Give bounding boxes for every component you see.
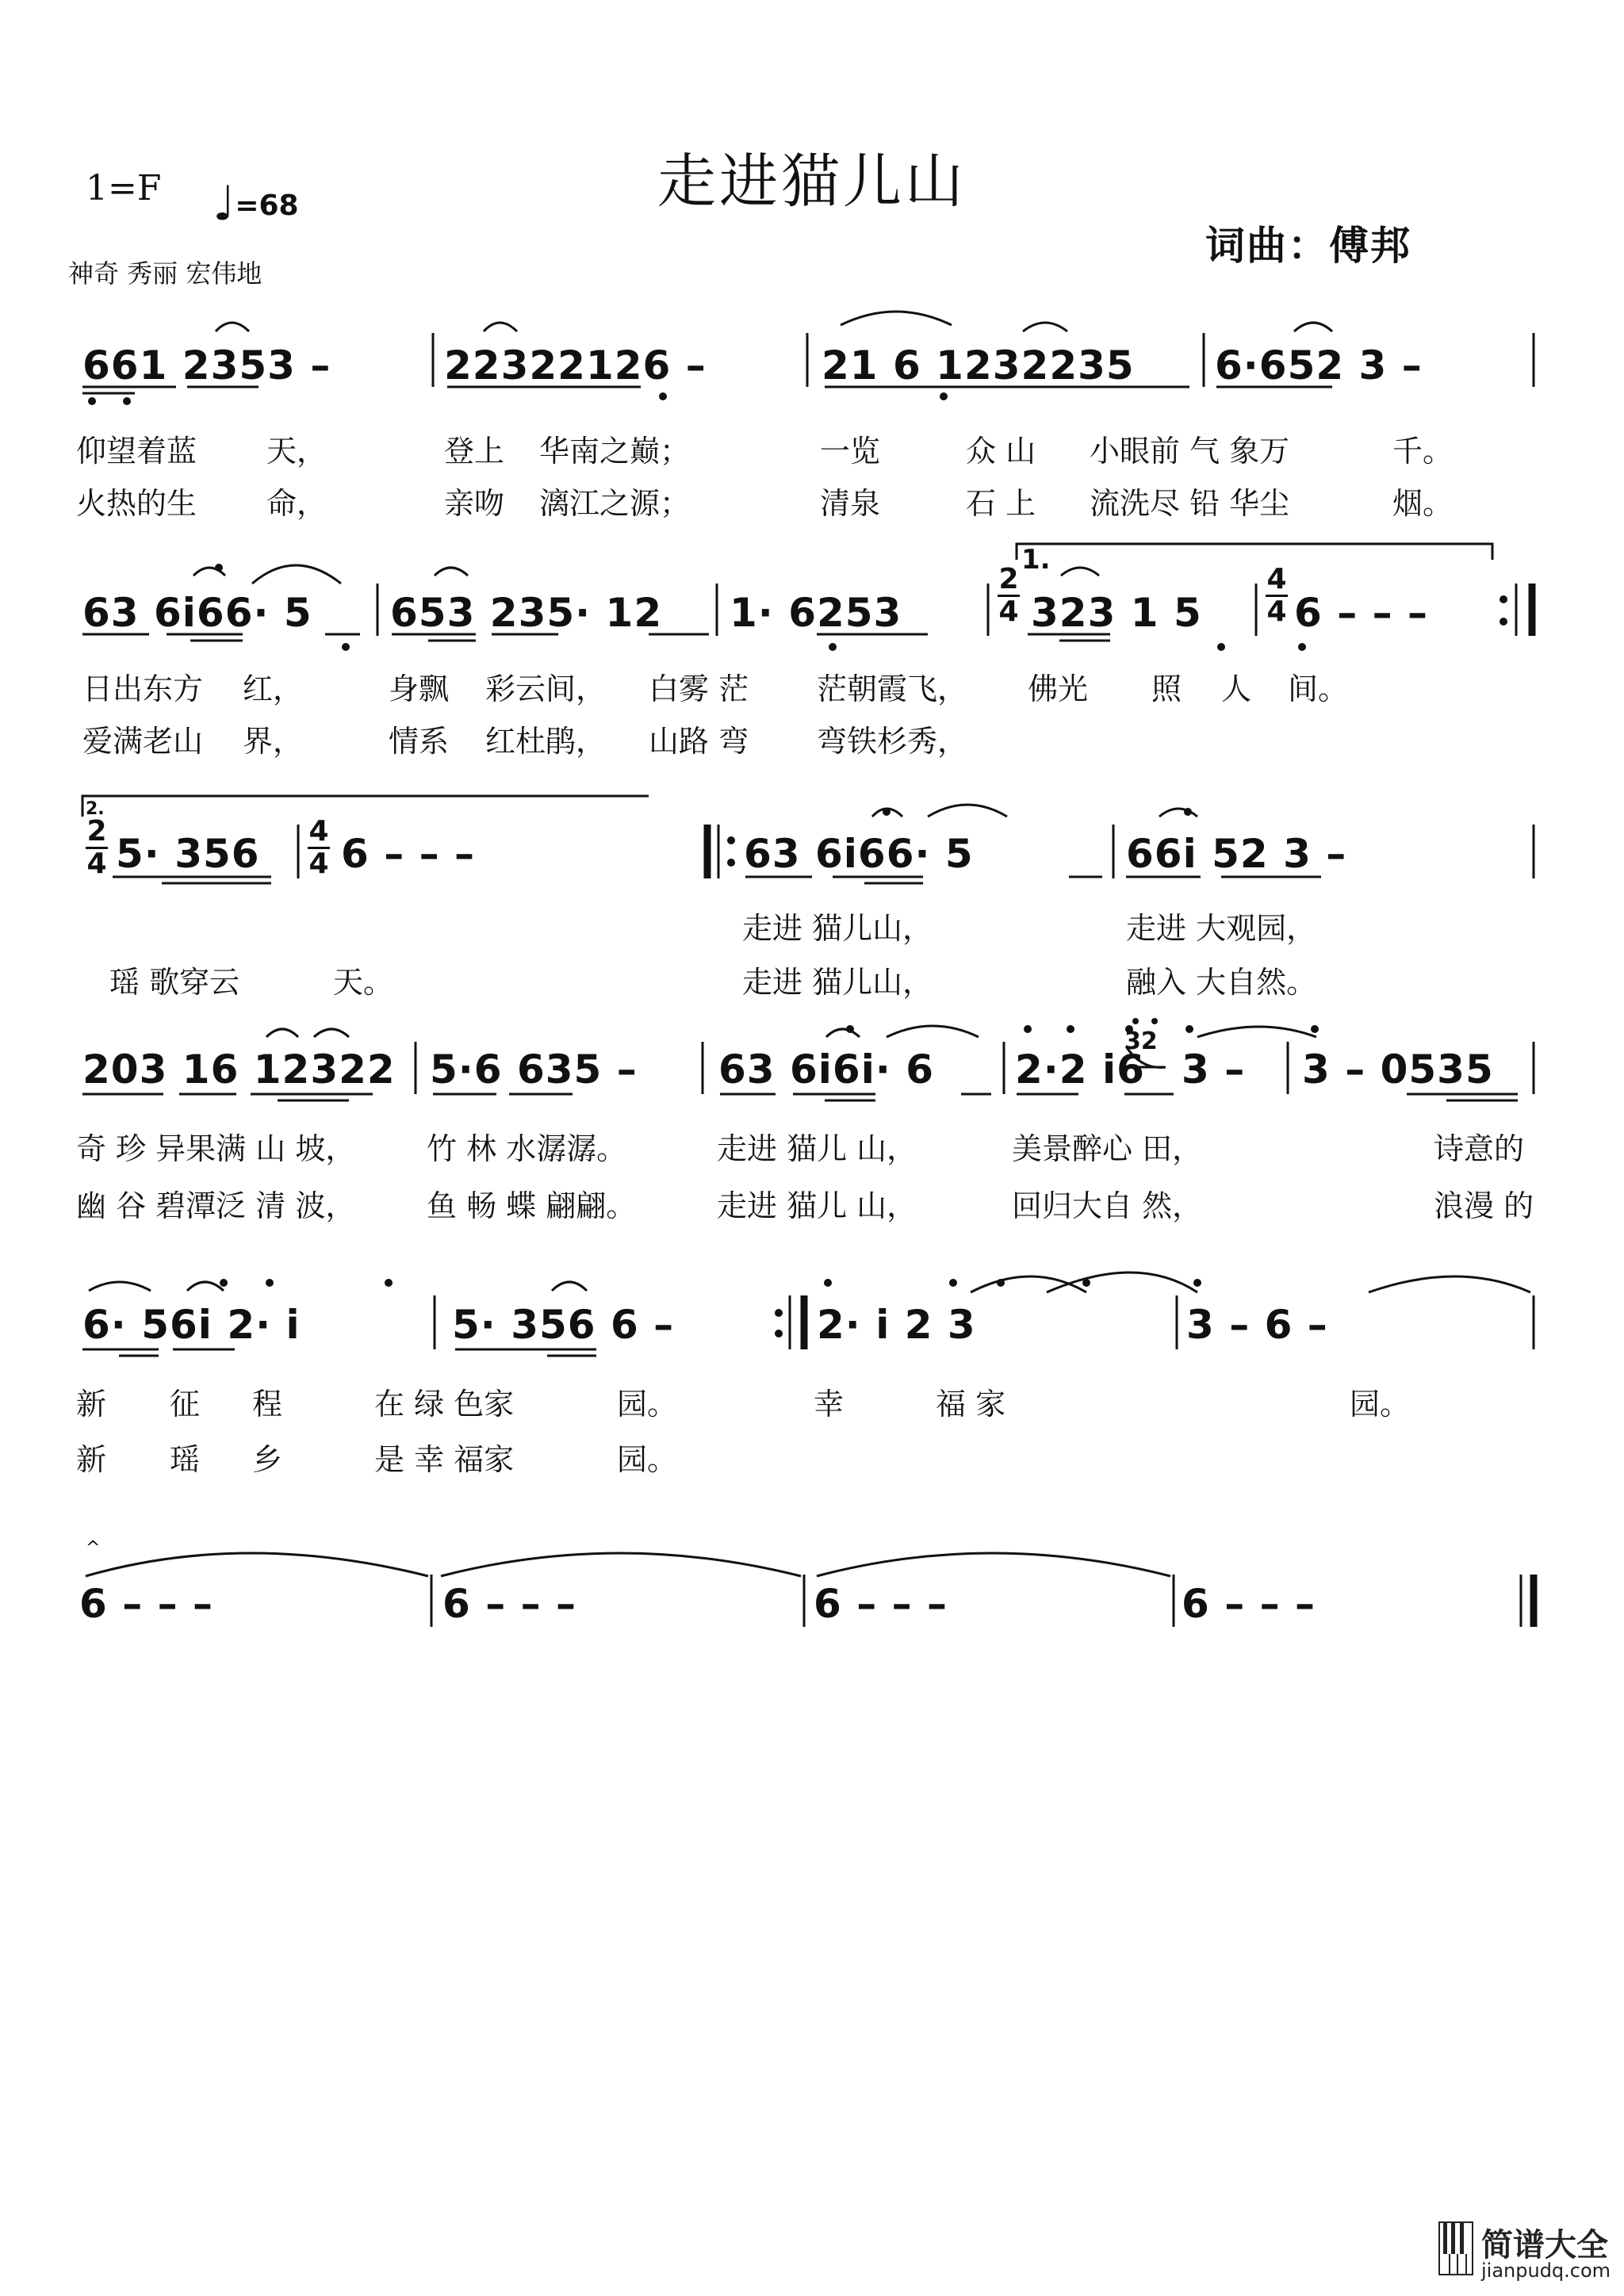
time-signature-numerator: 2 <box>86 815 107 848</box>
repeat-dot <box>1500 618 1507 626</box>
measure-notes: 5· 356 6 – <box>452 1302 675 1348</box>
measure-notes: 203 16 12322 <box>82 1047 396 1093</box>
lyric: 清泉 <box>820 486 881 521</box>
repeat-dot <box>727 859 735 867</box>
time-signature-denominator: 4 <box>86 848 107 880</box>
lyric: 融入 大自然。 <box>1126 965 1317 1000</box>
lyric: 走进 猫儿山， <box>742 911 933 946</box>
octave-dot <box>220 1279 228 1287</box>
lyric: 诗意的 <box>1434 1131 1525 1166</box>
slur <box>252 565 341 584</box>
slur <box>89 1282 151 1291</box>
lyric: 园。 <box>617 1442 678 1477</box>
slur <box>826 1029 860 1037</box>
time-signature-numerator: 2 <box>998 563 1019 595</box>
lyric: 石 上 <box>966 486 1036 521</box>
lyric: 身飘 <box>389 672 450 706</box>
measure-notes: 6·652 3 – <box>1215 342 1423 388</box>
lyric: 瑶 <box>170 1442 201 1477</box>
slur <box>1294 323 1332 331</box>
octave-dot <box>385 1279 393 1287</box>
lyric: 仰望着蓝 <box>76 434 197 469</box>
time-signature-numerator: 4 <box>308 815 329 848</box>
repeat-dot <box>1500 595 1507 603</box>
octave-dot <box>1311 1025 1319 1033</box>
slur <box>314 1029 349 1037</box>
song-title: 走进猫儿山 <box>657 147 967 216</box>
octave-dot <box>940 392 948 400</box>
octave-dot <box>215 564 223 572</box>
measure-notes: 3 – 6 – <box>1186 1302 1328 1348</box>
measure-notes: 6 – – – <box>1182 1581 1316 1627</box>
octave-dot <box>997 1279 1005 1287</box>
lyric: 走进 猫儿山， <box>742 965 933 1000</box>
measure-notes: 2·2 i6 <box>1015 1047 1145 1093</box>
lyric: 天。 <box>333 965 394 1000</box>
tie <box>1197 1027 1316 1037</box>
lyric: 天， <box>266 434 327 469</box>
octave-dot <box>1185 1025 1193 1033</box>
lyric: 征 <box>170 1387 201 1422</box>
measure-notes: 1· 6253 <box>730 590 902 636</box>
lyric: 竹 林 水潺潺。 <box>427 1131 627 1166</box>
lyric: 华南之巅； <box>539 434 691 469</box>
octave-dot <box>949 1279 957 1287</box>
lyric: 程 <box>252 1387 283 1422</box>
measure-notes: 5·6 635 – <box>430 1047 638 1093</box>
lyric: 亲吻 <box>444 486 505 521</box>
volta-label-2: 2. <box>86 799 105 819</box>
lyric: 园。 <box>1350 1387 1411 1422</box>
lyric: 新 <box>76 1442 107 1477</box>
lyric: 烟。 <box>1392 486 1454 521</box>
octave-dot <box>1132 1018 1139 1024</box>
measure-notes: 6 – – – <box>814 1581 948 1627</box>
time-signature-denominator: 4 <box>1266 595 1287 628</box>
composer-credit: 词曲：傅邦 <box>1205 223 1411 269</box>
octave-dot <box>1082 1279 1090 1287</box>
watermark-title: 简谱大全 <box>1481 2227 1608 2263</box>
time-signature <box>998 564 1020 627</box>
lyric: 茫朝霞飞， <box>817 672 968 706</box>
lyric: 一览 <box>820 434 881 469</box>
octave-dot <box>342 643 350 651</box>
lyric: 白雾 茫 <box>649 672 749 706</box>
time-signature-denominator: 4 <box>998 595 1019 628</box>
repeat-dot <box>775 1309 783 1317</box>
slur <box>1061 568 1099 576</box>
slur <box>1023 323 1067 331</box>
volta-bracket-1 <box>1017 544 1492 560</box>
measure-notes: 6 – – – <box>79 1581 214 1627</box>
octave-dot <box>659 392 667 400</box>
lyric: 众 山 <box>966 434 1036 469</box>
tie <box>817 1553 1170 1576</box>
octave-dot <box>1184 808 1192 816</box>
measure-notes: 2· i 2 3 <box>817 1302 976 1348</box>
lyric: 幸 <box>814 1387 845 1422</box>
lyric: 走进 猫儿 山， <box>717 1188 917 1223</box>
slur <box>552 1282 587 1291</box>
octave-dot <box>88 397 96 405</box>
lyric: 人 <box>1221 672 1252 706</box>
slur <box>266 1029 298 1037</box>
measure-notes: 323 1 5 <box>1031 590 1202 636</box>
lyric: 弯铁杉秀， <box>817 724 968 759</box>
measure-notes: 5· 356 <box>116 831 260 877</box>
octave-dot <box>829 643 837 651</box>
slur <box>435 568 468 576</box>
time-signature <box>1266 564 1288 627</box>
tie <box>86 1553 428 1576</box>
lyric: 界， <box>243 724 304 759</box>
measure-notes: 66i 52 3 – <box>1126 831 1347 877</box>
lyric: 山路 弯 <box>649 724 749 759</box>
measure-notes: 661 2353 – <box>82 342 331 388</box>
lyric: 漓江之源； <box>539 486 691 521</box>
lyric: 走进 猫儿 山， <box>717 1131 917 1166</box>
measure-notes: 6 – – – <box>1294 590 1429 636</box>
repeat-dot <box>775 1330 783 1337</box>
lyric: 福 家 <box>936 1387 1006 1422</box>
tempo-value: =68 <box>235 189 299 222</box>
key-signature: 1=F <box>86 168 162 209</box>
expression-marking: 神奇 秀丽 宏伟地 <box>68 258 262 289</box>
lyric: 命， <box>266 486 327 521</box>
volta-label-1: 1. <box>1021 544 1051 576</box>
slur <box>1369 1276 1530 1292</box>
octave-dot <box>1151 1018 1158 1024</box>
time-signature-numerator: 4 <box>1266 563 1287 595</box>
lyric: 千。 <box>1392 434 1454 469</box>
lyric: 红， <box>243 672 304 706</box>
octave-dot <box>1067 1025 1074 1033</box>
lyric: 浪漫 的 <box>1434 1188 1534 1223</box>
slur <box>841 312 952 325</box>
measure-notes: 3 – <box>1182 1047 1246 1093</box>
measure-notes: 653 235· 12 <box>390 590 663 636</box>
octave-dot <box>1217 643 1225 651</box>
slur <box>887 1026 979 1037</box>
lyric: 乡 <box>252 1442 283 1477</box>
measure-notes: 21 6 1232235 <box>822 342 1135 388</box>
slur <box>216 323 249 331</box>
lyric: 日出东方 <box>82 672 204 706</box>
volta-bracket-2 <box>82 796 649 817</box>
measure-notes: 6 – – – <box>442 1581 577 1627</box>
repeat-dot <box>727 836 735 844</box>
time-signature <box>86 817 108 879</box>
measure-notes: 6 – – – <box>341 831 476 877</box>
octave-dot <box>1298 643 1306 651</box>
watermark-url: jianpudq.com <box>1481 2260 1611 2282</box>
slur <box>928 805 1007 817</box>
lyric: 是 幸 福家 <box>374 1442 515 1477</box>
tie <box>441 1553 801 1576</box>
slur <box>484 323 517 331</box>
lyric: 登上 <box>444 434 505 469</box>
measure-notes: 63 6i6i· 6 <box>718 1047 935 1093</box>
lyric: 回归大自 然， <box>1012 1188 1203 1223</box>
lyric: 新 <box>76 1387 107 1422</box>
octave-dot <box>266 1279 274 1287</box>
piano-keys-icon <box>1438 2221 1473 2275</box>
lyric: 照 <box>1151 672 1182 706</box>
time-signature-denominator: 4 <box>308 848 329 880</box>
octave-dot <box>824 1279 832 1287</box>
lyric: 流洗尽 铅 华尘 <box>1090 486 1290 521</box>
octave-dot <box>883 808 891 816</box>
lyric: 走进 大观园， <box>1126 911 1317 946</box>
lyric: 间。 <box>1288 672 1349 706</box>
quarter-note-icon: ♩ <box>213 176 236 232</box>
lyric: 佛光 <box>1028 672 1089 706</box>
measure-notes: 6· 56i 2· i <box>82 1302 301 1348</box>
lyric: 瑶 歌穿云 <box>109 965 240 1000</box>
lyric: 园。 <box>617 1387 678 1422</box>
time-signature <box>308 817 330 879</box>
lyric: 小眼前 气 象万 <box>1090 434 1290 469</box>
lyric: 鱼 畅 蝶 翩翩。 <box>427 1188 637 1223</box>
slur <box>187 1282 224 1291</box>
lyric: 红杜鹃， <box>485 724 607 759</box>
lyric: 在 绿 色家 <box>374 1387 515 1422</box>
lyric: 幽 谷 碧潭泛 清 波， <box>76 1188 356 1223</box>
octave-dot <box>846 1025 854 1033</box>
octave-dot <box>1193 1279 1201 1287</box>
grace-notes: 32 <box>1124 1027 1158 1055</box>
measure-notes: 3 – 0535 <box>1302 1047 1494 1093</box>
lyric: 火热的生 <box>76 486 197 521</box>
measure-notes: 63 6i66· 5 <box>744 831 974 877</box>
lyric: 美景醉心 田， <box>1012 1131 1203 1166</box>
slur <box>1047 1272 1197 1292</box>
measure-notes: 22322126 – <box>444 342 707 388</box>
octave-dot <box>1024 1025 1032 1033</box>
measure-notes: 63 6i66· 5 <box>82 590 312 636</box>
lyric: 彩云间， <box>485 672 607 706</box>
octave-dot <box>123 397 131 405</box>
lyric: 爱满老山 <box>82 724 204 759</box>
lyric: 情系 <box>389 724 450 759</box>
caret-mark: ^ <box>86 1538 101 1558</box>
lyric: 奇 珍 异果满 山 坡， <box>76 1131 356 1166</box>
